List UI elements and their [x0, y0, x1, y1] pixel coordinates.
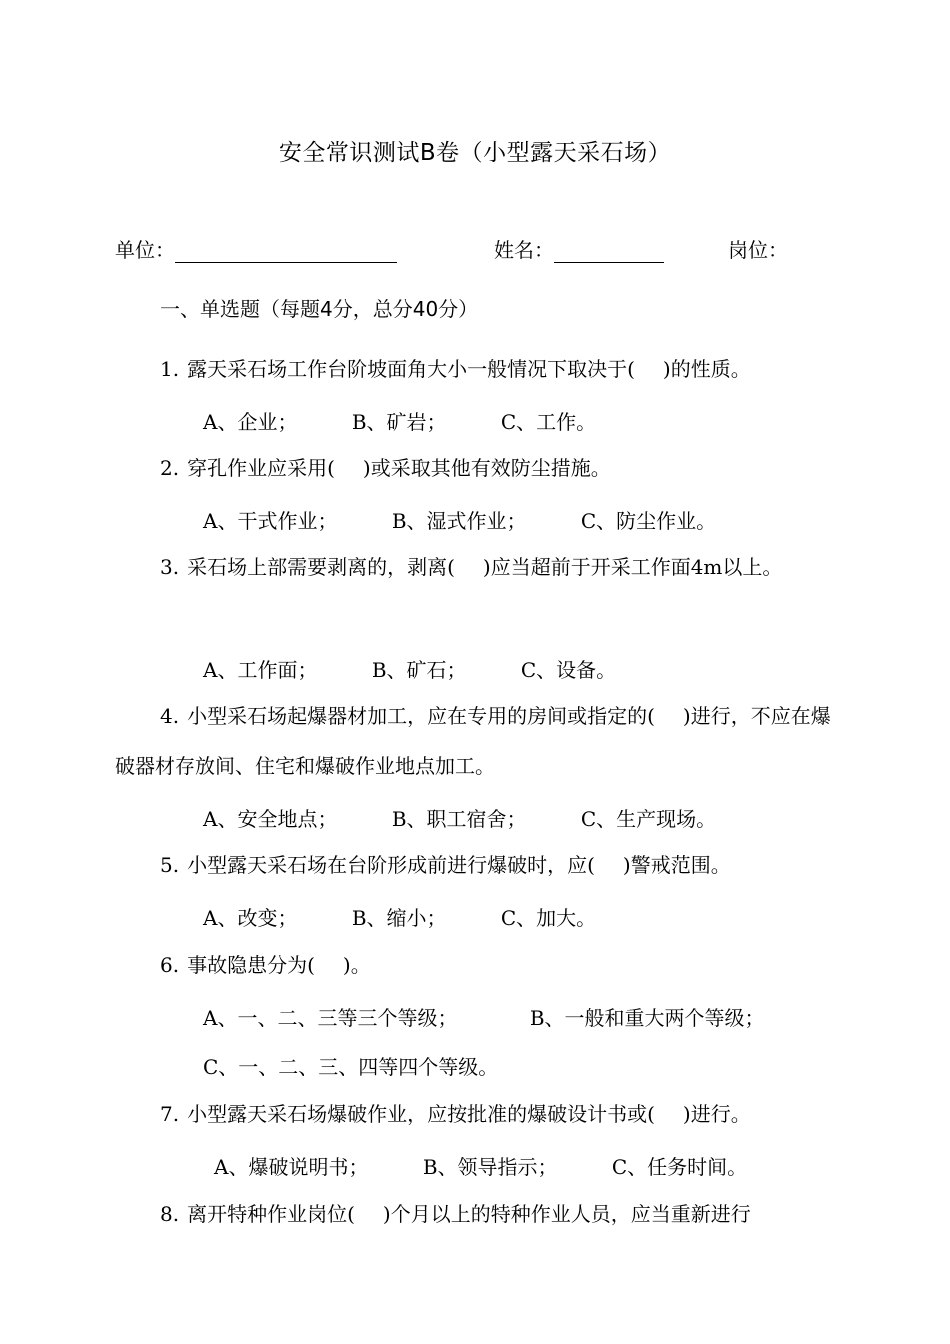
- option-c: C、任务时间。: [611, 1155, 748, 1179]
- options-4: [203, 803, 716, 832]
- section-title: 一、单选题（每题4分，总分40分）: [160, 297, 479, 321]
- options-5: [203, 902, 596, 931]
- question-number: 4.: [160, 704, 180, 728]
- question-5: [115, 840, 840, 890]
- option-b: B、矿岩；: [351, 410, 447, 434]
- question-number: 1.: [160, 357, 180, 381]
- question-text-end: )进行。: [682, 1102, 751, 1126]
- option-b: B、缩小；: [351, 906, 447, 930]
- question-1: [115, 344, 840, 394]
- name-blank-line: [554, 238, 664, 263]
- question-text-end: )个月以上的特种作业人员，应当重新进行: [382, 1202, 751, 1226]
- option-c: C、生产现场。: [580, 807, 717, 831]
- question-text: 穿孔作业应采用(: [187, 456, 335, 480]
- option-a: A、一、二、三等三个等级；: [203, 1006, 458, 1030]
- question-number: 7.: [160, 1102, 180, 1126]
- unit-label: 单位：: [115, 238, 175, 262]
- option-a: A、爆破说明书；: [214, 1155, 369, 1179]
- question-number: 5.: [160, 853, 180, 877]
- question-3: [115, 542, 840, 592]
- question-text-end: )。: [342, 953, 371, 977]
- question-text: 采石场上部需要剥离的，剥离(: [187, 555, 455, 579]
- question-text: 事故隐患分为(: [187, 953, 315, 977]
- question-number: 6.: [160, 953, 180, 977]
- question-text-end: )警戒范围。: [622, 853, 731, 877]
- question-number: 2.: [160, 456, 180, 480]
- question-text: 离开特种作业岗位(: [187, 1202, 355, 1226]
- options-1: [203, 406, 596, 435]
- name-field: [494, 234, 664, 263]
- option-b: B、领导指示；: [422, 1155, 558, 1179]
- option-a: A、企业；: [203, 410, 298, 434]
- option-a: A、改变；: [203, 906, 298, 930]
- option-c: C、工作。: [500, 410, 597, 434]
- option-c: C、设备。: [520, 658, 617, 682]
- question-6: [115, 940, 840, 990]
- option-b: B、一般和重大两个等级；: [529, 1006, 765, 1030]
- question-4: [115, 691, 840, 791]
- option-a: A、安全地点；: [203, 807, 338, 831]
- unit-blank-line: [175, 238, 397, 263]
- question-text-end: )进行，不应在爆破器材存放间、住宅和爆破作业地点加工。: [115, 704, 831, 778]
- option-c: C、一、二、三、四等四个等级。: [203, 1055, 499, 1079]
- options-6: [203, 1002, 765, 1031]
- question-text-end: )应当超前于开采工作面4m以上。: [482, 555, 783, 579]
- position-field: [728, 234, 788, 263]
- option-b: B、矿石；: [371, 658, 467, 682]
- option-a: A、干式作业；: [203, 509, 338, 533]
- question-text-end: )的性质。: [662, 357, 751, 381]
- option-a: A、工作面；: [203, 658, 318, 682]
- header-fields: [115, 234, 835, 268]
- option-c: C、加大。: [500, 906, 597, 930]
- options-3: [203, 654, 616, 683]
- option-c: C、防尘作业。: [580, 509, 717, 533]
- option-b: B、湿式作业；: [391, 509, 527, 533]
- options-6-row-2: [203, 1051, 498, 1080]
- question-text: 小型采石场起爆器材加工，应在专用的房间或指定的(: [187, 704, 655, 728]
- options-2: [203, 505, 716, 534]
- question-text-end: )或采取其他有效防尘措施。: [362, 456, 611, 480]
- unit-field: [115, 234, 397, 263]
- question-8: [115, 1189, 840, 1239]
- question-text: 小型露天采石场在台阶形成前进行爆破时，应(: [187, 853, 595, 877]
- question-text: 小型露天采石场爆破作业，应按批准的爆破设计书或(: [187, 1102, 655, 1126]
- question-7: [115, 1089, 840, 1139]
- name-label: 姓名：: [494, 238, 554, 262]
- question-text: 露天采石场工作台阶坡面角大小一般情况下取决于(: [187, 357, 635, 381]
- options-7: [214, 1151, 747, 1180]
- position-label: 岗位：: [728, 238, 788, 262]
- option-b: B、职工宿舍；: [391, 807, 527, 831]
- question-2: [115, 443, 840, 493]
- question-number: 8.: [160, 1202, 180, 1226]
- question-number: 3.: [160, 555, 180, 579]
- document-title: 安全常识测试B卷（小型露天采石场）: [278, 140, 672, 166]
